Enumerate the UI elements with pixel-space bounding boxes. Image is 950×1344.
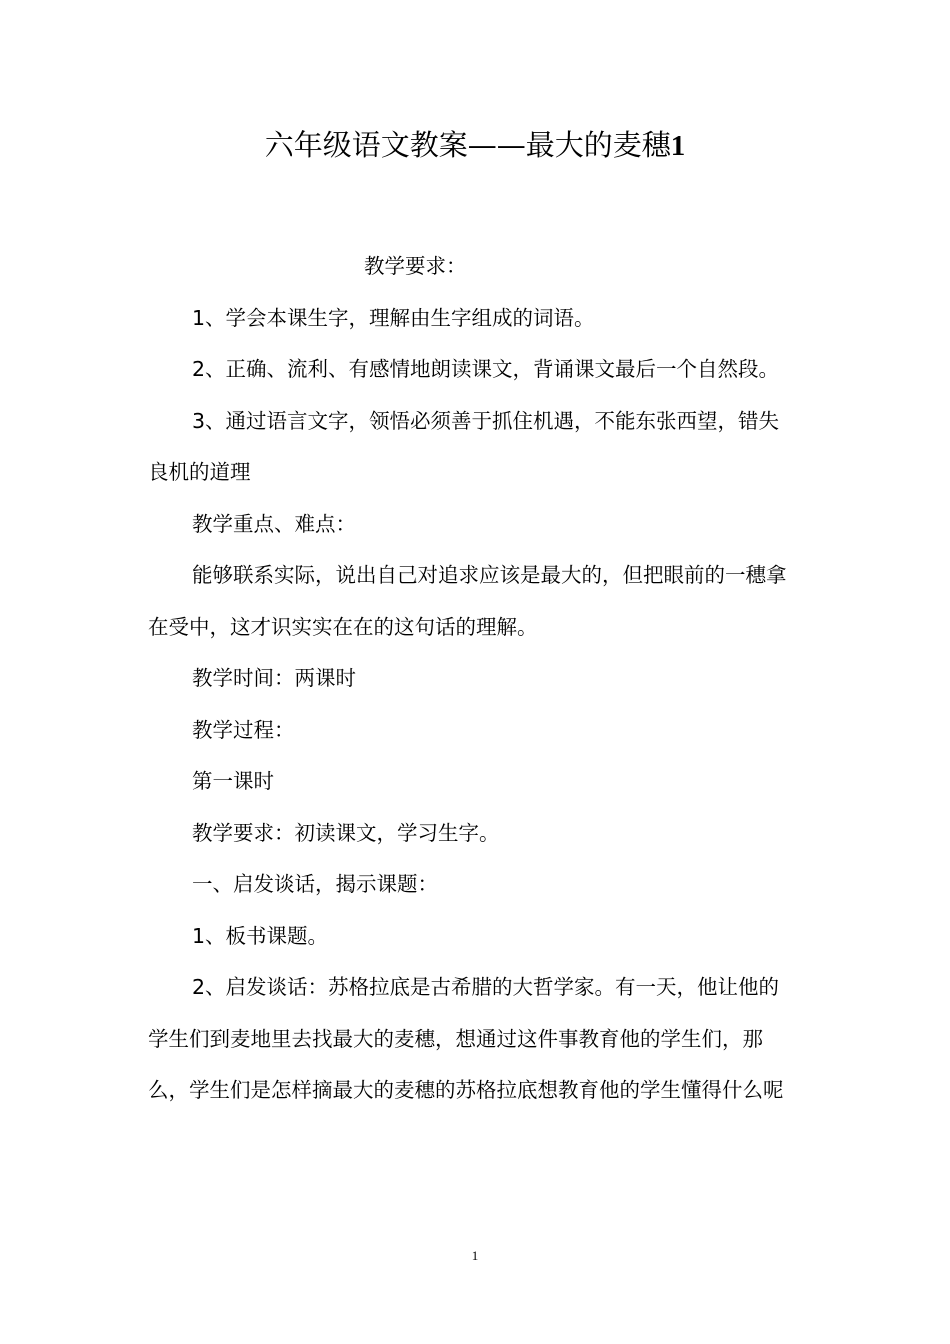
title-text: 六年级语文教案——最大的麦穗 <box>264 128 671 162</box>
section-heading-requirements: 教学要求： <box>364 254 467 278</box>
paragraph: 1、板书课题。 <box>192 923 329 948</box>
document-title <box>0 121 950 170</box>
paragraph: 1、学会本课生字，理解由生字组成的词语。 <box>192 305 595 330</box>
paragraph: 3、通过语言文字，领悟必须善于抓住机遇，不能东张西望，错失良机的道理 <box>148 408 780 484</box>
section-heading-first-lesson: 第一课时 <box>192 769 274 793</box>
document-body <box>148 241 798 1117</box>
section-heading-process: 教学过程： <box>192 717 295 742</box>
paragraph: 2、启发谈话：苏格拉底是古希腊的大哲学家。有一天，他让他的学生们到麦地里去找最大的麦穗，想通过这件事教育他的学生们，那么，学生们是怎样摘最大的麦穗的苏格拉底想教育他的学生懂得什么呢 <box>148 975 784 1102</box>
page-number: 1 <box>471 1248 479 1263</box>
section-heading-step-one: 一、启发谈话，揭示课题： <box>192 872 438 896</box>
paragraph-teaching-time: 教学时间：两课时 <box>192 666 356 690</box>
paragraph: 能够联系实际，说出自己对追求应该是最大的，但把眼前的一穗拿在受中，这才识实实在在的这句话的理解。 <box>148 563 787 639</box>
paragraph: 教学要求：初读课文，学习生字。 <box>192 820 500 845</box>
section-heading-key-points: 教学重点、难点： <box>192 511 356 536</box>
title-number: 1 <box>670 130 686 162</box>
paragraph: 2、正确、流利、有感情地朗读课文，背诵课文最后一个自然段。 <box>192 357 780 381</box>
